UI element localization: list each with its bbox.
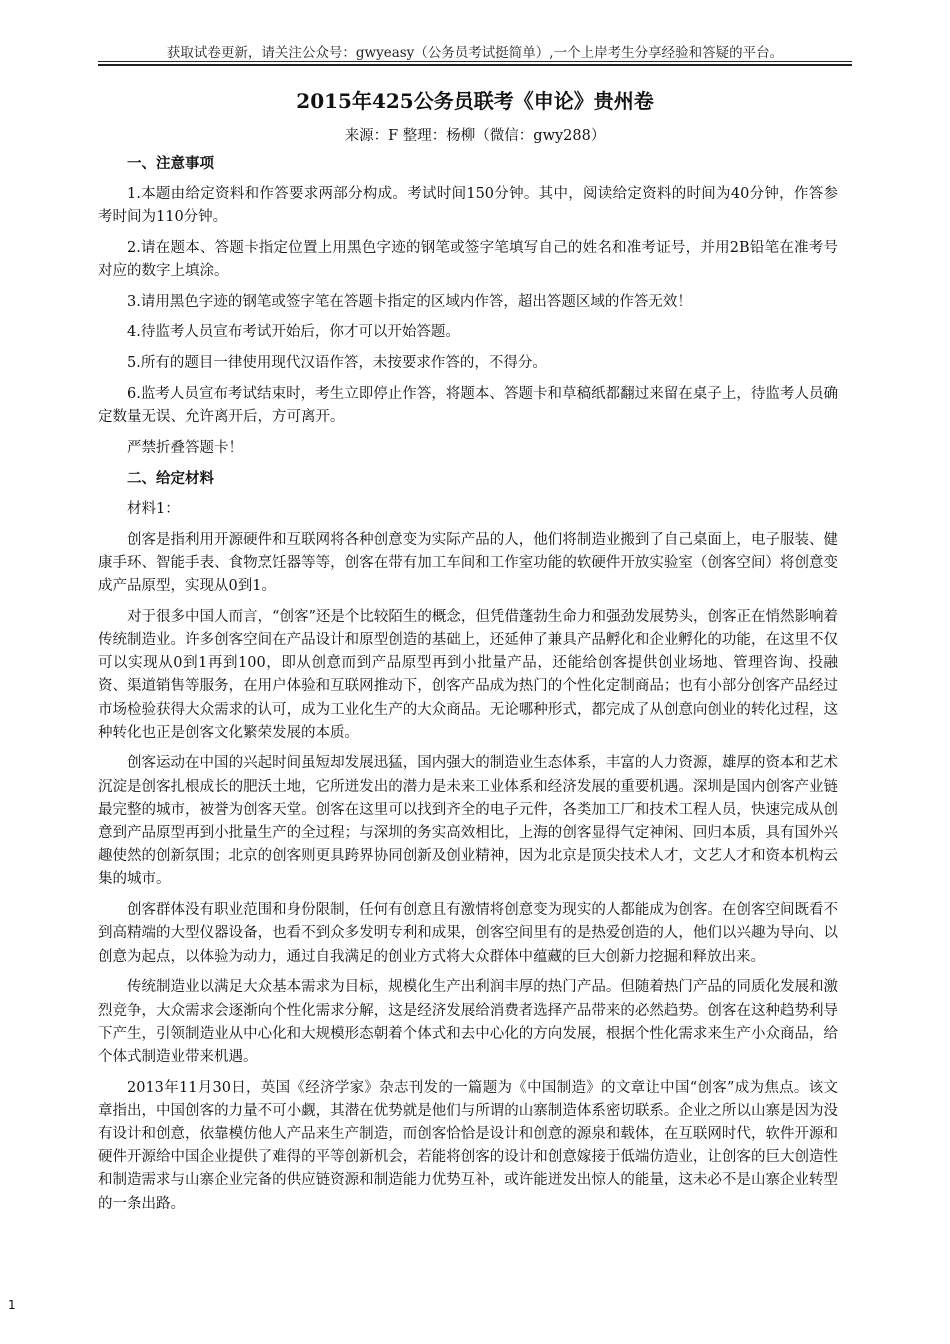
note-item: 1.本题由给定资料和作答要求两部分构成。考试时间150分钟。其中，阅读给定资料的时间为40分钟，作答参考时间为110分钟。 bbox=[98, 185, 838, 225]
note-item: 3.请用黑色字迹的钢笔或签字笔在答题卡指定的区域内作答，超出答题区域的作答无效！ bbox=[127, 293, 692, 310]
note-item: 4.待监考人员宣布考试开始后，你才可以开始答题。 bbox=[127, 324, 460, 341]
note-item: 严禁折叠答题卡！ bbox=[127, 439, 243, 456]
header-rule-thin bbox=[98, 61, 852, 62]
material-label: 材料1： bbox=[127, 500, 180, 517]
note-item: 6.监考人员宣布考试结束时，考生立即停止作答，将题本、答题卡和草稿纸都翻过来留在桌子上，待监考人员确定数量无误、允许离开后，方可离开。 bbox=[98, 385, 838, 425]
page-number: 1 bbox=[8, 1298, 16, 1312]
note-item: 2.请在题本、答题卡指定位置上用黑色字迹的钢笔或签字笔填写自己的姓名和准考证号，并用2B铅笔在准考号对应的数字上填涂。 bbox=[98, 239, 838, 279]
document-body bbox=[98, 152, 838, 1223]
section-heading-materials: 二、给定材料 bbox=[127, 470, 214, 488]
material-paragraph: 2013年11月30日，英国《经济学家》杂志刊发的一篇题为《中国制造》的文章让中国“创客”成为焦点。该文章指出，中国创客的力量不可小觑，其潜在优势就是他们与所谓的山寨制造体系密切联系。企业之所以山寨是因为没有设计和创意，依靠模仿他人产品来生产制造，而创客恰恰是设计和创意的源泉和载体，在互联网时代，软件开源和硬件开源给中国企业提供了难得的平等创新机会，若能将创客的设计和创意嫁接于低端仿造业，让创客的巨大创造性和制造需求与山寨企业完备的供应链资源和制造能力优势互补，或许能迸发出惊人的能量，这未必不是山寨企业转型的一条出路。 bbox=[98, 1079, 838, 1212]
note-item: 5.所有的题目一律使用现代汉语作答，未按要求作答的，不得分。 bbox=[127, 354, 547, 371]
section-heading-notes: 一、注意事项 bbox=[127, 155, 214, 172]
material-paragraph: 传统制造业以满足大众基本需求为目标，规模化生产出利润丰厚的热门产品。但随着热门产品的同质化发展和激烈竞争，大众需求会逐渐向个性化需求分解，这是经济发展给消费者选择产品带来的必然趋势。创客在这种趋势利导下产生，引领制造业从中心化和大规模形态朝着个体式和去中心化的方向发展，根据个性化需求来生产小众商品，给个体式制造业带来机遇。 bbox=[98, 979, 838, 1065]
material-paragraph: 创客是指利用开源硬件和互联网将各种创意变为实际产品的人，他们将制造业搬到了自己桌面上，电子服装、健康手环、智能手表、食物烹饪器等等，创客在带有加工车间和工作室功能的软硬件开放实验室（创客空间）将创意变成产品原型，实现从0到1。 bbox=[98, 531, 838, 595]
page-header-text: 获取试卷更新，请关注公众号：gwyeasy（公务员考试挺简单）,一个上岸考生分享经验和答疑的平台。 bbox=[166, 45, 784, 61]
material-paragraph: 对于很多中国人而言，“创客”还是个比较陌生的概念，但凭借蓬勃生命力和强劲发展势头，创客正在悄然影响着传统制造业。许多创客空间在产品设计和原型创造的基础上，还延伸了兼具产品孵化和企业孵化的功能，在这里不仅可以实现从0到1再到100，即从创意而到产品原型再到小批量产品，还能给创客提供创业场地、管理咨询、投融资、渠道销售等服务，在用户体验和互联网推动下，创客产品成为热门的个性化定制商品；也有小部分创客产品经过市场检验获得大众需求的认可，成为工业化生产的大众商品。无论哪种形式，都完成了从创意向创业的转化过程，这种转化也正是创客文化繁荣发展的本质。 bbox=[98, 608, 838, 741]
document-source: 来源：F 整理：杨柳（微信：gwy288） bbox=[344, 128, 606, 144]
material-paragraph: 创客群体没有职业范围和身份限制，任何有创意且有激情将创意变为现实的人都能成为创客。在创客空间既看不到高精端的大型仪器设备，也看不到众多发明专利和成果，创客空间里有的是热爱创造的人，他们以兴趣为导向、以创意为起点，以体验为动力，通过自我满足的创业方式将大众群体中蕴藏的巨大创新力挖掘和释放出来。 bbox=[98, 902, 838, 965]
document-title: 2015年425公务员联考《申论》贵州卷 bbox=[296, 89, 654, 113]
header-rule-thick bbox=[98, 64, 852, 66]
material-paragraph: 创客运动在中国的兴起时间虽短却发展迅猛，国内强大的制造业生态体系，丰富的人力资源，雄厚的资本和艺术沉淀是创客扎根成长的肥沃土地，它所迸发出的潜力是未来工业体系和经济发展的重要机遇。深圳是国内创客产业链最完整的城市，被誉为创客天堂。创客在这里可以找到齐全的电子元件，各类加工厂和技术工程人员，快速完成从创意到产品原型再到小批量生产的全过程；与深圳的务实高效相比，上海的创客显得气定神闲、回归本质，具有国外兴趣使然的创新氛围；北京的创客则更具跨界协同创新及创业精神，因为北京是顶尖技术人才，文艺人才和资本机构云集的城市。 bbox=[98, 755, 838, 888]
